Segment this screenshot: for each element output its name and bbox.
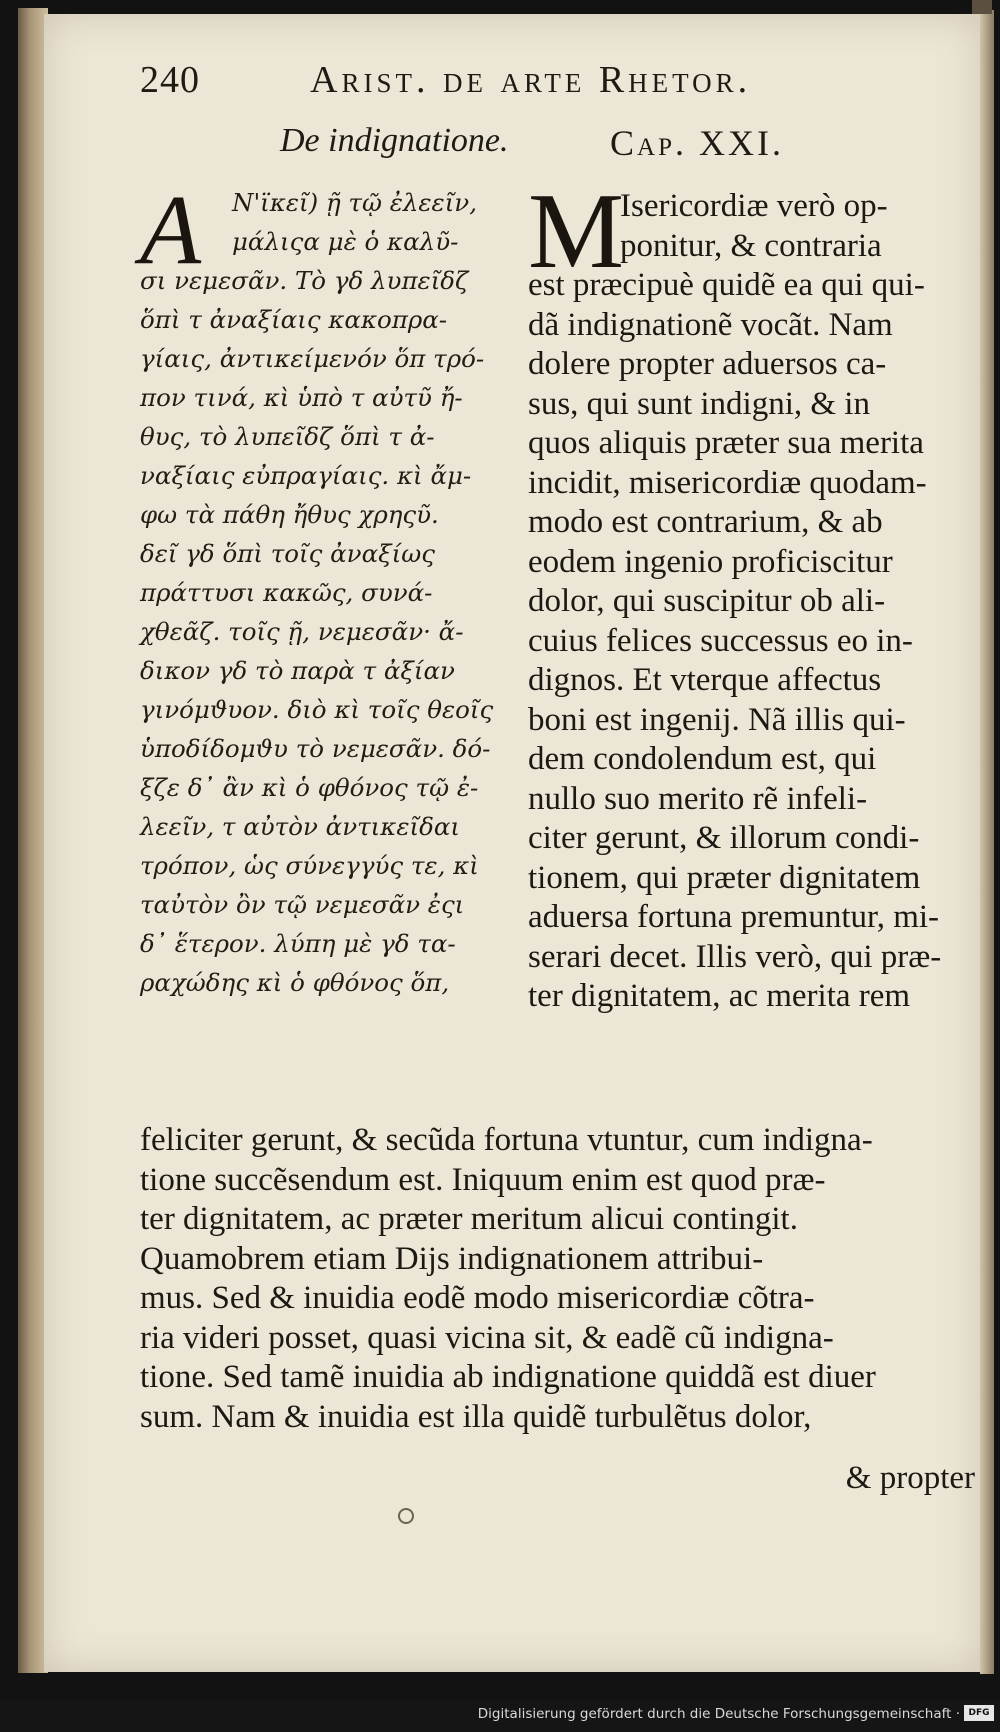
text-line: λεεῖν, τ αὐτὸν ἀντικεῖδαι	[140, 812, 460, 841]
text-line: Quamobrem etiam Dijs indignationem attribui-	[140, 1240, 764, 1277]
text-line: ὑποδίδομϑυ τὸ νεμεσᾶν. δό-	[140, 734, 491, 763]
circle-ornament-icon	[398, 1508, 414, 1524]
text-line: mus. Sed & inuidia eodẽ modo misericordiæ cõtra-	[140, 1280, 815, 1316]
text-line: δικον γδ τὸ παρὰ τ ἀξίαν	[140, 656, 455, 685]
text-line: tionem, qui præter dignitatem	[528, 859, 921, 896]
text-line: quos aliquis præter sua merita	[528, 425, 924, 461]
text-line: θυς, τὸ λυπεῖδζ ὅπὶ τ ἀ-	[140, 422, 435, 451]
text-line: γινόμϑυον. διὸ κὶ τοῖς θεοῖς	[140, 695, 494, 724]
text-line: modo est contrarium, & ab	[528, 504, 883, 540]
text-line: dã indignationẽ vocãt. Nam	[528, 306, 893, 343]
text-line: boni est ingenij. Nã illis qui-	[528, 701, 906, 738]
page-edge-right	[980, 10, 994, 1674]
full-width-text	[140, 1120, 975, 1520]
catchword: & propter	[845, 1460, 975, 1496]
text-line: feliciter gerunt, & secũda fortuna vtuntur, cum indigna-	[140, 1122, 873, 1158]
text-line: ραχώδης κὶ ὁ φθόνος ὅπ,	[140, 968, 450, 997]
text-line: χθεᾶζ. τοῖς ῇ, νεμεσᾶν· ἄ-	[140, 617, 464, 646]
text-line: dolere propter aduersos ca-	[528, 346, 887, 382]
text-line: ξζε δ᾽ ἂν κὶ ὁ φθόνος τῷ ἐ-	[140, 773, 479, 802]
footer-credit: Digitalisierung gefördert durch die Deutsche Forschungsgemeinschaft ·	[477, 1706, 960, 1722]
text-line: cuius felices successus eo in-	[528, 622, 913, 659]
text-line: σι νεμεσᾶν. Τὸ γδ λυπεῖδζ	[140, 266, 469, 295]
greek-drop-initial: A	[140, 174, 202, 285]
dfg-logo-icon: DFG	[964, 1705, 994, 1721]
text-line: πον τινά, κὶ ὑπὸ τ αὐτῦ ἤ-	[140, 383, 463, 412]
text-line: γίαις, ἀντικείμενόν ὅπ τρό-	[140, 344, 485, 373]
text-line: est præcipuè quidẽ ea qui qui-	[528, 267, 925, 303]
text-line: serari decet. Illis verò, qui præ-	[528, 938, 942, 975]
text-line: ter dignitatem, ac præter meritum alicui contingit.	[140, 1201, 798, 1237]
text-line: ταὐτὸν ὂν τῷ νεμεσᾶν ἐςι	[140, 890, 465, 919]
text-line: Isericordiæ verò op-	[620, 188, 888, 224]
text-line: δ᾽ ἕτερον. λύπη μὲ γδ τα-	[140, 929, 456, 958]
greek-column	[140, 174, 510, 1116]
text-line: nullo suo merito rẽ infeli-	[528, 780, 868, 817]
text-line: ter dignitatem, ac merita rem	[528, 978, 911, 1014]
chapter-number: Cap. XXI.	[610, 123, 784, 163]
running-title: Arist. de arte Rhetor.	[310, 59, 752, 101]
section-title: De indignatione.	[280, 122, 509, 159]
text-line: citer gerunt, & illorum condi-	[528, 820, 920, 856]
text-line: Ν'ϊκεῖ) ῇ τῷ ἐλεεῖν,	[232, 188, 477, 217]
text-line: dem condolendum est, qui	[528, 741, 877, 777]
text-line: πράττυσι κακῶς, συνά-	[140, 578, 433, 607]
text-line: τρόπον, ὡς σύνεγγύς τε, κὶ	[140, 851, 479, 880]
text-line: incidit, misericordiæ quodam-	[528, 464, 927, 501]
text-line: δεῖ γδ ὅπὶ τοῖς ἀναξίως	[140, 539, 435, 568]
text-line: dolor, qui suscipitur ob ali-	[528, 583, 886, 619]
text-line: φω τὰ πάθη ἤθυς χρηςῦ.	[140, 500, 439, 529]
binding-mark	[972, 0, 992, 14]
text-line: ria videri posset, quasi vicina sit, & eadẽ cũ indigna-	[140, 1319, 834, 1356]
text-line: aduersa fortuna premuntur, mi-	[528, 899, 940, 935]
text-line: μάλιςα μὲ ὁ καλῦ-	[232, 227, 459, 256]
text-line: sum. Nam & inuidia est illa quidẽ turbulẽtus dolor,	[140, 1398, 812, 1435]
chapter-heading	[280, 122, 970, 174]
page-header	[140, 58, 970, 118]
text-line: ναξίαις εὐπραγίαις. κὶ ἄμ-	[140, 461, 472, 490]
text-line: tione succẽsendum est. Iniquum enim est quod præ-	[140, 1161, 826, 1198]
text-line: ponitur, & contraria	[620, 227, 882, 264]
latin-drop-initial: M	[528, 172, 625, 291]
text-line: eodem ingenio proficiscitur	[528, 543, 893, 580]
folio-number: 240	[140, 59, 200, 101]
latin-column	[528, 172, 973, 1116]
text-line: ὅπὶ τ ἀναξίαις κακοπρα-	[140, 305, 448, 334]
text-line: dignos. Et vterque affectus	[528, 662, 882, 698]
text-line: sus, qui sunt indigni, & in	[528, 385, 870, 422]
text-line: tione. Sed tamẽ inuidia ab indignatione quiddã est diuer	[140, 1359, 876, 1395]
